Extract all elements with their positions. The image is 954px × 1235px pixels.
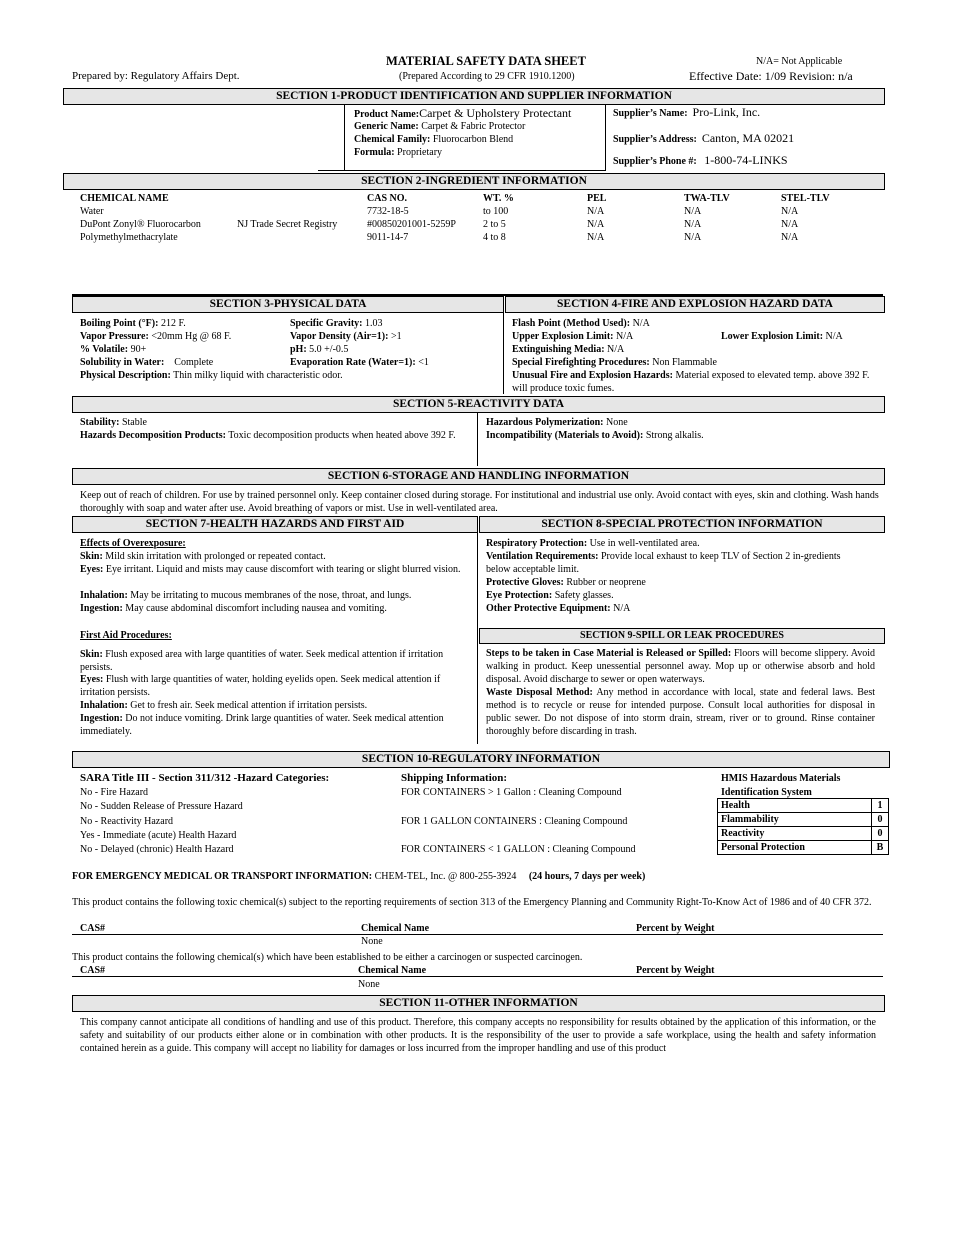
ingredient-pel: N/A xyxy=(587,219,605,230)
hmis-label: Health xyxy=(718,799,872,813)
effects-eyes: Eyes: Eye irritant. Liquid and mists may cause discomfort with tearing or slight blurred vision. xyxy=(80,564,461,575)
supplier-address: Supplier’s Address: Canton, MA 02021 xyxy=(613,131,795,145)
firefighting-procedures: Special Firefighting Procedures: Non Flammable xyxy=(512,357,717,368)
first-aid-skin: Skin: Flush exposed area with large quantities of water. Seek medical attention if irritation persists. xyxy=(80,649,444,673)
spill-steps: Steps to be taken in Case Material is Released or Spilled: Floors will become slippery. Avoid walking in product. Keep unessential personnel away. Mop up or otherwise absorb and hold disposal. Avoid discharge to sewer or open waterways. xyxy=(486,648,875,685)
section-4-title: SECTION 4-FIRE AND EXPLOSION HAZARD DATA xyxy=(505,296,885,313)
ingredient-pel: N/A xyxy=(587,232,605,243)
formula: Formula: Proprietary xyxy=(354,147,443,158)
toxic-col-cas: CAS# xyxy=(80,923,106,934)
vapor-pressure: Vapor Pressure: <20mm Hg @ 68 F. xyxy=(80,331,232,342)
shipping-item: FOR CONTAINERS > 1 Gallon : Cleaning Compound xyxy=(401,787,622,798)
vapor-density: Vapor Density (Air=1): >1 xyxy=(290,331,402,342)
unusual-hazards: Unusual Fire and Explosion Hazards: Material exposed to elevated temp. above 392 F. will produce toxic fumes. xyxy=(512,370,870,394)
upper-explosion-limit: Upper Explosion Limit: N/A xyxy=(512,331,634,342)
hmis-value: B xyxy=(872,841,889,855)
storage-handling-text: Keep out of reach of children. For use by trained personnel only. Keep container closed during storage. For institutional and industrial use only. Avoid contact with eyes, skin and clothing. Wash hands thoroughly with soap and water after use. Avoid breathing of vapors or mist. Use in well-ventilated area. xyxy=(80,490,879,514)
s1-divider-left xyxy=(344,105,345,171)
boiling-point: Boiling Point (°F): 212 F. xyxy=(80,318,186,329)
ingredient-pel: N/A xyxy=(587,206,605,217)
supplier-phone: Supplier’s Phone #: 1-800-74-LINKS xyxy=(613,153,788,167)
s3-s4-divider xyxy=(503,312,504,394)
hmis-value: 0 xyxy=(872,827,889,841)
col-chemical-name: CHEMICAL NAME xyxy=(80,193,169,204)
effective-date: Effective Date: 1/09 Revision: n/a xyxy=(689,69,853,83)
effects-ingestion: Ingestion: May cause abdominal discomfort including nausea and vomiting. xyxy=(80,603,387,614)
toxic-col-chemical: Chemical Name xyxy=(361,923,430,934)
document-subtitle: (Prepared According to 29 CFR 1910.1200) xyxy=(399,71,575,82)
col-wt: WT. % xyxy=(483,193,514,204)
solubility: Solubility in Water: Complete xyxy=(80,357,214,368)
ph: pH: 5.0 +/-0.5 xyxy=(290,344,349,355)
s7-s8-divider xyxy=(477,532,478,744)
toxic-none: None xyxy=(361,936,383,947)
generic-name: Generic Name: Carpet & Fabric Protector xyxy=(354,121,526,132)
ventilation: Ventilation Requirements: Provide local exhaust to keep TLV of Section 2 in-gredients below acceptable limit. xyxy=(486,551,841,575)
hmis-label: Reactivity xyxy=(718,827,872,841)
hmis-row xyxy=(718,799,889,813)
col-pel: PEL xyxy=(587,193,607,204)
col-twa: TWA-TLV xyxy=(684,193,730,204)
stability: Stability: Stable xyxy=(80,417,147,428)
toxic-table-rule xyxy=(72,934,883,935)
carc-col-chemical: Chemical Name xyxy=(358,965,427,976)
carcinogen-text: This product contains the following chemical(s) which have been established to be either a carcinogen or suspected carcinogen. xyxy=(72,952,583,963)
first-aid-inhalation: Inhalation: Get to fresh air. Seek medical attention if irritation persists. xyxy=(80,700,368,711)
chemical-family: Chemical Family: Fluorocarbon Blend xyxy=(354,134,514,145)
first-aid-eyes: Eyes: Flush with large quantities of water, holding eyelids open. Seek medical attention if irritation persists. xyxy=(80,674,441,698)
col-cas: CAS NO. xyxy=(367,193,408,204)
lower-explosion-limit: Lower Explosion Limit: N/A xyxy=(721,331,843,342)
section-9-title: SECTION 9-SPILL OR LEAK PROCEDURES xyxy=(479,628,885,644)
section-8-title: SECTION 8-SPECIAL PROTECTION INFORMATION xyxy=(479,516,885,533)
ingredient-stel: N/A xyxy=(781,219,799,230)
evaporation-rate: Evaporation Rate (Water=1): <1 xyxy=(290,357,429,368)
ingredient-stel: N/A xyxy=(781,232,799,243)
s1-bottom-line xyxy=(318,170,606,171)
percent-volatile: % Volatile: 90+ xyxy=(80,344,147,355)
ingredient-name: Water xyxy=(80,206,104,217)
hmis-row xyxy=(718,827,889,841)
toxic-chemicals-text: This product contains the following toxic chemical(s) subject to the reporting requirements of section 313 of the Emergency Planning and Community Right-To-Know Act of 1986 and of 40 CFR 372. xyxy=(72,897,872,908)
waste-disposal: Waste Disposal Method: Any method in accordance with local, state and federal laws. Best method is to recycle or reuse for intended purpose. Consult local authorities for disposal in public sewer. Do not dispose of into storm drain, stream, river or to ground. Rinse container thoroughly before discarding in trash. xyxy=(486,687,875,737)
ingredient-cas: #00850201001-5259P xyxy=(367,219,456,230)
na-note: N/A= Not Applicable xyxy=(756,56,843,67)
decomposition-products: Hazards Decomposition Products: Toxic decomposition products when heated above 392 F. xyxy=(80,430,456,441)
ingredient-note: NJ Trade Secret Registry xyxy=(237,219,338,230)
supplier-name: Supplier’s Name: Pro-Link, Inc. xyxy=(613,105,761,119)
section-7-title: SECTION 7-HEALTH HAZARDS AND FIRST AID xyxy=(72,516,478,533)
ingredient-twa: N/A xyxy=(684,206,702,217)
physical-description: Physical Description: Thin milky liquid with characteristic odor. xyxy=(80,370,343,381)
section-5-title: SECTION 5-REACTIVITY DATA xyxy=(72,396,885,413)
section-2-title: SECTION 2-INGREDIENT INFORMATION xyxy=(63,173,885,190)
hmis-table xyxy=(717,798,889,855)
specific-gravity: Specific Gravity: 1.03 xyxy=(290,318,383,329)
section-6-title: SECTION 6-STORAGE AND HANDLING INFORMATION xyxy=(72,468,885,485)
ingredient-stel: N/A xyxy=(781,206,799,217)
hmis-row xyxy=(718,813,889,827)
hmis-title: HMIS Hazardous Materials xyxy=(721,773,841,784)
section-3-title: SECTION 3-PHYSICAL DATA xyxy=(72,296,504,313)
effects-inhalation: Inhalation: May be irritating to mucous membranes of the nose, throat, and lungs. xyxy=(80,590,412,601)
incompatibility: Incompatibility (Materials to Avoid): Strong alkalis. xyxy=(486,430,704,441)
col-stel: STEL-TLV xyxy=(781,193,830,204)
sara-title: SARA Title III - Section 311/312 -Hazard Categories: xyxy=(80,772,330,784)
section-1-title: SECTION 1-PRODUCT IDENTIFICATION AND SUPPLIER INFORMATION xyxy=(63,88,885,105)
hmis-row xyxy=(718,841,889,855)
respiratory-protection: Respiratory Protection: Use in well-ventilated area. xyxy=(486,538,700,549)
ingredient-cas: 7732-18-5 xyxy=(367,206,409,217)
shipping-title: Shipping Information: xyxy=(401,772,508,784)
hmis-value: 0 xyxy=(872,813,889,827)
ingredient-name: Polymethylmethacrylate xyxy=(80,232,178,243)
sara-item: No - Reactivity Hazard xyxy=(80,816,174,827)
ingredient-twa: N/A xyxy=(684,219,702,230)
sara-item: No - Fire Hazard xyxy=(80,787,149,798)
sara-item: Yes - Immediate (acute) Health Hazard xyxy=(80,830,237,841)
carc-col-percent: Percent by Weight xyxy=(636,965,715,976)
ingredient-wt: to 100 xyxy=(483,206,509,217)
product-name: Product Name:Carpet & Upholstery Protectant xyxy=(354,106,572,120)
ingredient-wt: 2 to 5 xyxy=(483,219,506,230)
hazardous-polymerization: Hazardous Polymerization: None xyxy=(486,417,628,428)
carc-col-cas: CAS# xyxy=(80,965,106,976)
toxic-col-percent: Percent by Weight xyxy=(636,923,715,934)
s1-divider-right xyxy=(605,105,606,171)
hmis-subtitle: Identification System xyxy=(721,787,812,798)
hmis-label: Flammability xyxy=(718,813,872,827)
carcinogen-none: None xyxy=(358,979,380,990)
flash-point: Flash Point (Method Used): N/A xyxy=(512,318,650,329)
ingredient-twa: N/A xyxy=(684,232,702,243)
shipping-item: FOR CONTAINERS < 1 GALLON : Cleaning Compound xyxy=(401,844,636,855)
emergency-info: FOR EMERGENCY MEDICAL OR TRANSPORT INFORMATION: CHEM-TEL, Inc. @ 800-255-3924 (24 hours, 7 days per week) xyxy=(72,871,646,882)
shipping-item: FOR 1 GALLON CONTAINERS : Cleaning Compound xyxy=(401,816,628,827)
effects-skin: Skin: Mild skin irritation with prolonged or repeated contact. xyxy=(80,551,326,562)
ingredient-name: DuPont Zonyl® Fluorocarbon xyxy=(80,219,201,230)
hmis-label: Personal Protection xyxy=(718,841,872,855)
ingredient-wt: 4 to 8 xyxy=(483,232,506,243)
s5-divider xyxy=(477,412,478,466)
carc-table-rule xyxy=(72,976,883,977)
first-aid-ingestion: Ingestion: Do not induce vomiting. Drink large quantities of water. Seek medical attention immediately. xyxy=(80,713,444,737)
hmis-value: 1 xyxy=(872,799,889,813)
first-aid-title: First Aid Procedures: xyxy=(80,630,172,641)
section-10-title: SECTION 10-REGULATORY INFORMATION xyxy=(72,751,890,768)
other-protective-equipment: Other Protective Equipment: N/A xyxy=(486,603,631,614)
sara-item: No - Sudden Release of Pressure Hazard xyxy=(80,801,243,812)
effects-title: Effects of Overexposure: xyxy=(80,538,186,549)
document-title: MATERIAL SAFETY DATA SHEET xyxy=(386,54,586,68)
prepared-by: Prepared by: Regulatory Affairs Dept. xyxy=(72,70,240,82)
other-information-text: This company cannot anticipate all conditions of handling and use of this product. Therefore, this company accepts no responsibility for results obtained by the application of this information, or the safety and suitability of our products either alone or in combination with other products. It is the responsibility of the user to provide a safe workplace, using the health and safety information contained herein as a guide. This company will accept no liability for damages or loss incurred from the improper handling and use of this product xyxy=(80,1017,876,1054)
extinguishing-media: Extinguishing Media: N/A xyxy=(512,344,625,355)
ingredient-cas: 9011-14-7 xyxy=(367,232,409,243)
sara-item: No - Delayed (chronic) Health Hazard xyxy=(80,844,234,855)
protective-gloves: Protective Gloves: Rubber or neoprene xyxy=(486,577,646,588)
eye-protection: Eye Protection: Safety glasses. xyxy=(486,590,614,601)
section-11-title: SECTION 11-OTHER INFORMATION xyxy=(72,995,885,1012)
